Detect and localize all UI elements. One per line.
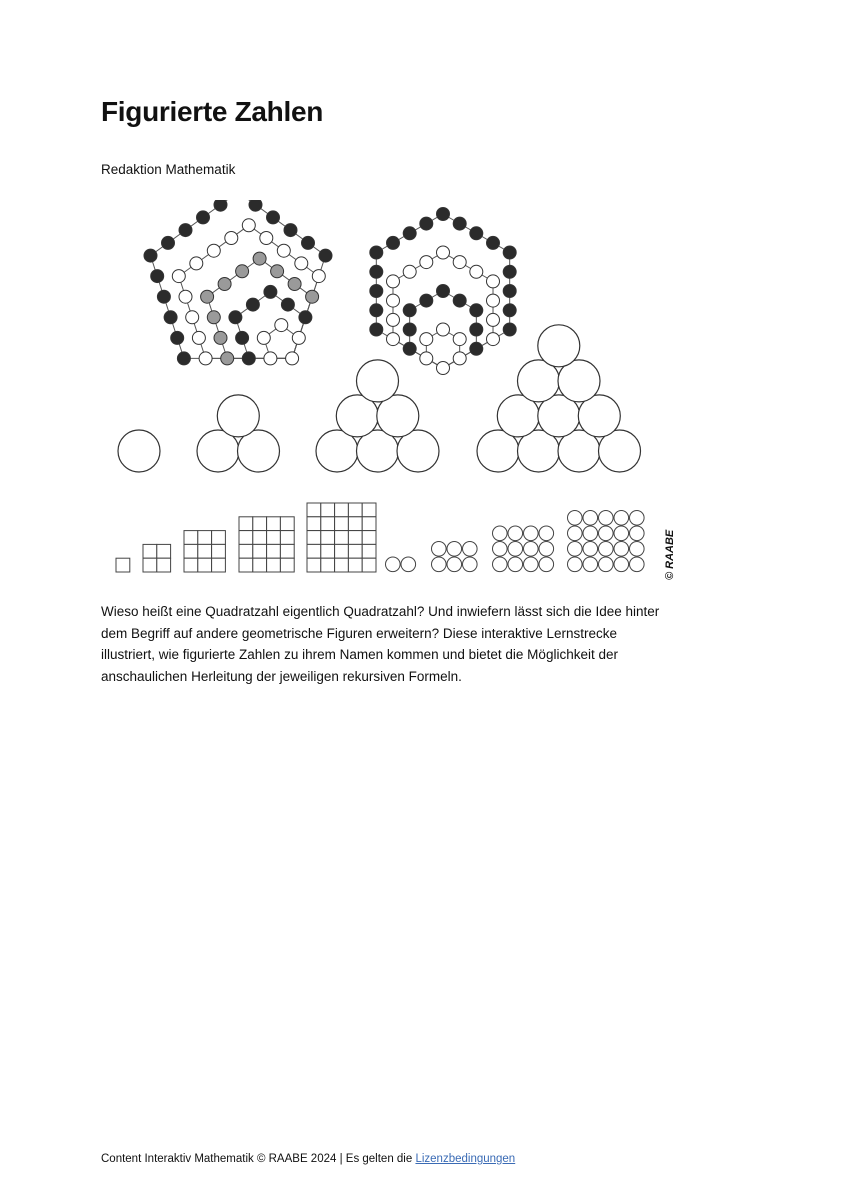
hexagonal-dot <box>470 227 483 240</box>
rectangular-number-circle <box>508 557 523 572</box>
rectangular-number-circle <box>539 526 554 541</box>
rectangular-number-circle <box>493 557 508 572</box>
pentagonal-dot <box>295 257 308 270</box>
hexagonal-dot <box>370 246 383 259</box>
hexagonal-dot <box>387 236 400 249</box>
pentagonal-dot <box>281 298 294 311</box>
rectangular-number-circle <box>493 526 508 541</box>
pentagonal-dot <box>246 298 259 311</box>
hexagonal-dot <box>387 313 400 326</box>
square-cell <box>348 531 362 545</box>
square-cell <box>239 517 253 531</box>
hexagonal-dot <box>403 304 416 317</box>
pentagonal-dot <box>253 252 266 265</box>
hexagonal-dot <box>470 342 483 355</box>
pentagonal-dot <box>302 236 315 249</box>
pentagonal-spiral <box>144 200 332 365</box>
square-cell <box>157 544 171 558</box>
hexagonal-dot <box>370 323 383 336</box>
rectangular-number-circle <box>463 557 478 572</box>
square-cell <box>362 531 376 545</box>
square-cell <box>362 544 376 558</box>
square-cell <box>321 544 335 558</box>
hexagonal-dot <box>403 323 416 336</box>
pentagonal-dot <box>192 331 205 344</box>
hexagonal-dot <box>420 256 433 269</box>
pentagonal-dot <box>164 311 177 324</box>
square-cell <box>198 544 212 558</box>
square-cell <box>280 544 294 558</box>
square-cell <box>321 531 335 545</box>
pentagonal-dot <box>277 244 290 257</box>
square-cell <box>239 531 253 545</box>
square-cell <box>362 558 376 572</box>
pentagonal-dot <box>257 331 270 344</box>
rectangular-number-circle <box>463 542 478 557</box>
rectangular-number-circle <box>599 557 614 572</box>
rectangular-number-circle <box>568 542 583 557</box>
hexagonal-dot <box>453 256 466 269</box>
hexagonal-dot <box>437 285 450 298</box>
square-cell <box>184 531 198 545</box>
rectangular-number-circle <box>493 542 508 557</box>
pentagonal-dot <box>179 224 192 237</box>
pentagonal-dot <box>271 265 284 278</box>
pentagonal-dot <box>229 311 242 324</box>
square-cell <box>253 544 267 558</box>
pentagonal-dot <box>171 331 184 344</box>
square-cell <box>280 558 294 572</box>
square-cell <box>184 558 198 572</box>
square-cell <box>307 544 321 558</box>
square-cell <box>267 558 281 572</box>
hexagonal-dot <box>470 323 483 336</box>
hexagonal-dot <box>403 265 416 278</box>
pentagonal-dot <box>221 352 234 365</box>
hexagonal-dot <box>503 304 516 317</box>
pentagonal-dot <box>319 249 332 262</box>
square-cell <box>184 544 198 558</box>
rectangular-number-circle <box>568 526 583 541</box>
triangular-number-circle <box>118 430 160 472</box>
rectangular-number-circle <box>630 526 645 541</box>
rectangular-number-circle <box>630 557 645 572</box>
square-cell <box>348 558 362 572</box>
hexagonal-dot <box>437 246 450 259</box>
square-cell <box>280 531 294 545</box>
pentagonal-dot <box>267 211 280 224</box>
intro-paragraph: Wieso heißt eine Quadratzahl eigentlich Quadratzahl? Und inwiefern lässt sich die Idee hinter dem Begriff auf andere geometrische Figuren erweitern? Diese interaktive Lernstrecke illustriert, wie figurierte Zahlen zu ihrem Namen kommen und bietet die Möglichkeit der anschaulichen Herleitung der jeweiligen rekursiven Formeln. <box>101 604 660 684</box>
hexagonal-dot <box>503 265 516 278</box>
hexagonal-dot <box>437 208 450 221</box>
hexagonal-dot <box>370 285 383 298</box>
hexagonal-dot <box>470 265 483 278</box>
pentagonal-dot <box>286 352 299 365</box>
page-title: Figurierte Zahlen <box>101 96 324 127</box>
author-line: Redaktion Mathematik <box>101 162 236 177</box>
rectangular-number-circle <box>583 557 598 572</box>
square-cell <box>321 517 335 531</box>
pentagonal-dot <box>177 352 190 365</box>
pentagonal-dot <box>236 331 249 344</box>
square-cell <box>253 558 267 572</box>
square-cell <box>198 558 212 572</box>
square-cell <box>267 544 281 558</box>
square-cell <box>212 531 226 545</box>
pentagonal-dot <box>190 257 203 270</box>
image-copyright: © RAABE <box>664 529 676 580</box>
square-cell <box>143 544 157 558</box>
rectangular-number-circle <box>508 526 523 541</box>
square-cell <box>321 558 335 572</box>
pentagonal-dot <box>207 244 220 257</box>
pentagonal-dot <box>201 290 214 303</box>
hexagonal-dot <box>470 304 483 317</box>
square-cell <box>335 558 349 572</box>
pentagonal-dot <box>264 352 277 365</box>
rectangular-number-circle <box>386 557 401 572</box>
rectangular-number-circle <box>630 511 645 526</box>
rectangular-number-circle <box>508 542 523 557</box>
rectangular-number-circle <box>583 526 598 541</box>
triangular-numbers <box>118 325 641 472</box>
hexagonal-dot <box>387 294 400 307</box>
rectangular-number-circle <box>568 557 583 572</box>
hexagonal-dot <box>487 236 500 249</box>
square-cell <box>143 558 157 572</box>
hexagonal-spiral <box>370 208 516 375</box>
square-cell <box>253 517 267 531</box>
rectangular-number-circle <box>447 557 462 572</box>
pentagonal-dot <box>299 311 312 324</box>
hexagonal-dot <box>487 313 500 326</box>
square-cell <box>116 558 130 572</box>
pentagonal-dot <box>249 200 262 211</box>
hexagonal-dot <box>437 362 450 375</box>
square-cell <box>239 558 253 572</box>
pentagonal-dot <box>242 219 255 232</box>
square-cell <box>348 517 362 531</box>
rectangular-number-circle <box>539 542 554 557</box>
pentagonal-dot <box>144 249 157 262</box>
pentagonal-dot <box>218 278 231 291</box>
rectangular-number-circle <box>524 542 539 557</box>
pentagonal-dot <box>197 211 210 224</box>
figurate-numbers-illustration <box>110 200 670 584</box>
pentagonal-dot <box>275 319 288 332</box>
rectangular-number-circle <box>583 542 598 557</box>
footer <box>101 1152 515 1167</box>
rectangular-number-circle <box>432 542 447 557</box>
pentagonal-spiral-dots <box>144 200 332 365</box>
square-cell <box>348 503 362 517</box>
hexagonal-dot <box>370 304 383 317</box>
pentagonal-dot <box>162 236 175 249</box>
hexagonal-dot <box>487 275 500 288</box>
hexagonal-dot <box>487 294 500 307</box>
hexagonal-dot <box>420 294 433 307</box>
footer-text: Content Interaktiv Mathematik © RAABE 2024 | Es gelten die <box>101 1153 416 1165</box>
rectangular-number-circle <box>524 557 539 572</box>
pentagonal-dot <box>260 232 273 245</box>
pentagonal-dot <box>214 200 227 211</box>
hexagonal-dot <box>420 352 433 365</box>
rectangular-circle-arrays <box>386 511 645 572</box>
square-cell <box>267 531 281 545</box>
rectangular-number-circle <box>599 526 614 541</box>
pentagonal-dot <box>306 290 319 303</box>
pentagonal-dot <box>292 331 305 344</box>
hexagonal-dot <box>453 294 466 307</box>
hexagonal-dot <box>420 217 433 230</box>
pentagonal-dot <box>186 311 199 324</box>
hexagonal-dot <box>387 275 400 288</box>
pentagonal-dot <box>264 285 277 298</box>
square-cell <box>198 531 212 545</box>
license-link[interactable]: Lizenzbedingungen <box>415 1153 516 1165</box>
pentagonal-dot <box>179 290 192 303</box>
square-cell <box>280 517 294 531</box>
hexagonal-dot <box>420 333 433 346</box>
rectangular-number-circle <box>568 511 583 526</box>
hexagonal-dot <box>403 227 416 240</box>
pentagonal-dot <box>225 232 238 245</box>
hexagonal-dot <box>487 333 500 346</box>
rectangular-number-circle <box>599 511 614 526</box>
square-cell <box>362 503 376 517</box>
square-cell <box>307 503 321 517</box>
pentagonal-dot <box>199 352 212 365</box>
hexagonal-dot <box>370 265 383 278</box>
pentagonal-dot <box>214 331 227 344</box>
pentagonal-dot <box>236 265 249 278</box>
rectangular-number-circle <box>614 511 629 526</box>
square-cell <box>348 544 362 558</box>
hexagonal-dot <box>503 323 516 336</box>
hexagonal-dot <box>503 285 516 298</box>
hexagonal-dot <box>403 342 416 355</box>
square-cell <box>212 558 226 572</box>
triangular-number-circle <box>357 360 399 402</box>
hexagonal-dot <box>437 323 450 336</box>
pentagonal-dot <box>288 278 301 291</box>
rectangular-number-circle <box>614 526 629 541</box>
rectangular-number-circle <box>401 557 416 572</box>
rectangular-number-circle <box>599 542 614 557</box>
square-cell <box>157 558 171 572</box>
rectangular-number-circle <box>614 557 629 572</box>
square-cell <box>335 544 349 558</box>
square-cell <box>212 544 226 558</box>
triangular-number-circle <box>217 395 259 437</box>
square-cell <box>362 517 376 531</box>
rectangular-number-circle <box>524 526 539 541</box>
triangular-number-circle <box>538 325 580 367</box>
square-cell <box>335 531 349 545</box>
pentagonal-dot <box>207 311 220 324</box>
hexagonal-dot <box>453 217 466 230</box>
square-cell <box>307 531 321 545</box>
pentagonal-dot <box>312 270 325 283</box>
pentagonal-dot <box>242 352 255 365</box>
rectangular-number-circle <box>630 542 645 557</box>
square-cell <box>307 517 321 531</box>
rectangular-number-circle <box>432 557 447 572</box>
hexagonal-dot <box>453 333 466 346</box>
square-cell <box>321 503 335 517</box>
pentagonal-dot <box>284 224 297 237</box>
rectangular-number-circle <box>614 542 629 557</box>
hexagonal-spiral-dots <box>370 208 516 375</box>
pentagonal-dot <box>151 270 164 283</box>
square-number-grids <box>116 503 376 572</box>
rectangular-number-circle <box>539 557 554 572</box>
square-cell <box>267 517 281 531</box>
hexagonal-dot <box>387 333 400 346</box>
rectangular-number-circle <box>447 542 462 557</box>
square-cell <box>335 517 349 531</box>
square-cell <box>253 531 267 545</box>
square-cell <box>335 503 349 517</box>
pentagonal-dot <box>157 290 170 303</box>
hexagonal-dot <box>453 352 466 365</box>
pentagonal-dot <box>172 270 185 283</box>
hexagonal-dot <box>503 246 516 259</box>
square-cell <box>307 558 321 572</box>
square-cell <box>239 544 253 558</box>
rectangular-number-circle <box>583 511 598 526</box>
